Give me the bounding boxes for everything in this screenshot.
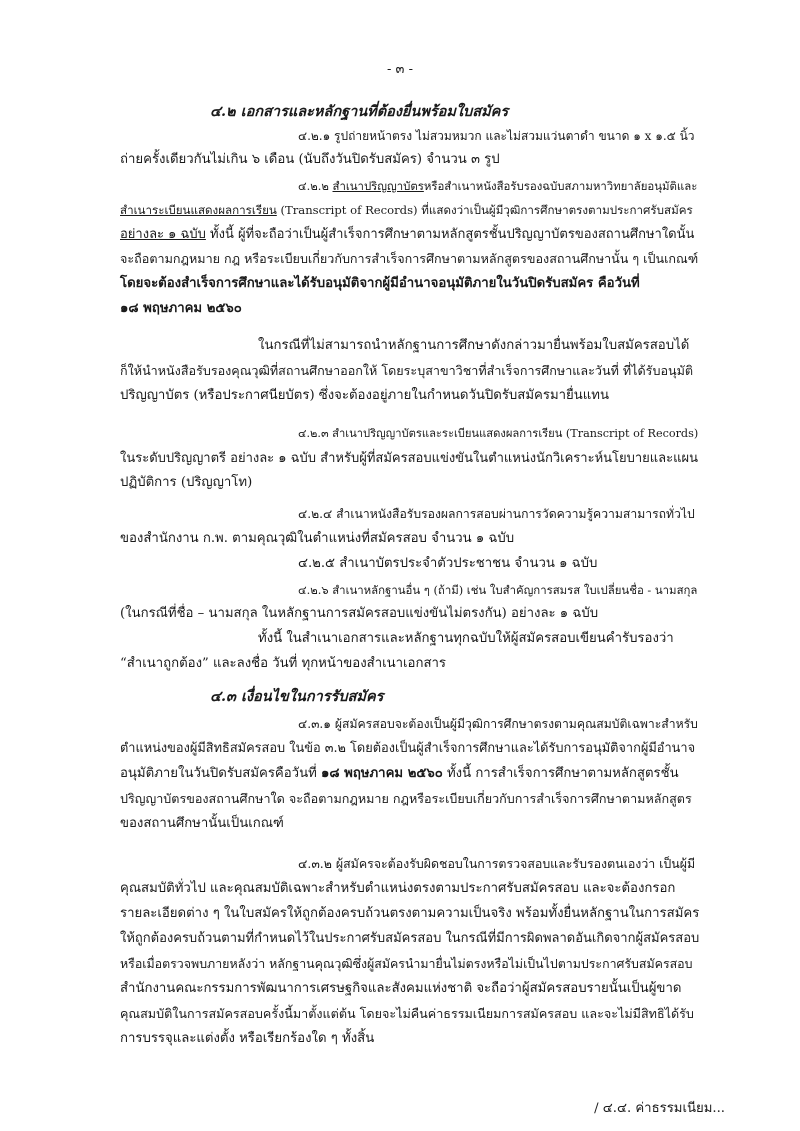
item-4-2-3-line1: ๔.๒.๓ สำเนาปริญญาบัตรและระเบียนแสดงผลการเรียน (Transcript of Records) <box>298 427 699 440</box>
item-4-2-2-line3: อย่างละ ๑ ฉบับ ทั้งนี้ ผู้ที่จะถือว่าเป็นผู้สำเร็จการศึกษาตามหลักสูตรชั้นปริญญาบัตรของสถานศึกษาใดนั้น <box>120 227 695 242</box>
item-4-3-2-line2: คุณสมบัติทั่วไป และคุณสมบัติเฉพาะสำหรับตำแหน่งตรงตามประกาศรับสมัครสอบ และจะต้องกรอก <box>120 881 676 896</box>
item-4-2-1-line2: ถ่ายครั้งเดียวกันไม่เกิน ๖ เดือน (นับถึงวันปิดรับสมัคร) จำนวน ๓ รูป <box>120 152 500 167</box>
item-4-3-1-line4: ปริญญาบัตรของสถานศึกษาใด จะถือตามกฎหมาย กฎหรือระเบียบเกี่ยวกับการสำเร็จการศึกษาตามหลักสูตร <box>120 791 692 806</box>
item-4-2-2-line5: โดยจะต้องสำเร็จการศึกษาและได้รับอนุมัติจากผู้มีอำนาจอนุมัติภายในวันปิดรับสมัคร คือวันที่ <box>120 276 640 291</box>
bold-closing-date: ๑๘ พฤษภาคม ๒๕๖๐ <box>320 766 443 781</box>
item-4-2-3-line2: ในระดับปริญญาตรี อย่างละ ๑ ฉบับ สำหรับผู้ที่สมัครสอบแข่งขันในตำแหน่งนักวิเคราะห์นโยบายและแผน <box>120 451 699 466</box>
item-4-2-1-line1: ๔.๒.๑ รูปถ่ายหน้าตรง ไม่สวมหมวก และไม่สวมแว่นตาดำ ขนาด ๑ x ๑.๕ นิ้ว <box>298 129 695 143</box>
item-4-2-6-line2: (ในกรณีที่ชื่อ – นามสกุล ในหลักฐานการสมัครสอบแข่งขันไม่ตรงกัน) อย่างละ ๑ ฉบับ <box>120 606 599 621</box>
para-alt-evidence-line3: ปริญญาบัตร (หรือประกาศนียบัตร) ซึ่งจะต้องอยู่ภายในกำหนดวันปิดรับสมัครมายื่นแทน <box>120 388 609 403</box>
item-4-2-2-line4: จะถือตามกฎหมาย กฎ หรือระเบียบเกี่ยวกับการสำเร็จการศึกษาตามหลักสูตรของสถานศึกษานั้น ๆ เป็นเกณฑ์ <box>120 251 699 266</box>
para-alt-evidence-line1: ในกรณีที่ไม่สามารถนำหลักฐานการศึกษาดังกล่าวมายื่นพร้อมใบสมัครสอบได้ <box>258 338 690 353</box>
page-number: - ๓ - <box>387 62 413 77</box>
item-4-2-5-line1: ๔.๒.๕ สำเนาบัตรประจำตัวประชาชน จำนวน ๑ ฉบับ <box>298 556 598 571</box>
item-4-2-4-line1: ๔.๒.๔ สำเนาหนังสือรับรองผลการสอบผ่านการวัดความรู้ความสามารถทั่วไป <box>298 507 695 521</box>
underlined-transcript-copy: สำเนาระเบียนแสดงผลการเรียน <box>120 203 277 217</box>
continued-footer: / ๔.๔. ค่าธรรมเนียม... <box>594 1101 725 1116</box>
item-4-2-2-line1: ๔.๒.๒ สำเนาปริญญาบัตรหรือสำเนาหนังสือรับรองฉบับสภามหาวิทยาลัยอนุมัติและ <box>298 179 698 193</box>
item-4-3-2-line8: การบรรจุและแต่งตั้ง หรือเรียกร้องใด ๆ ทั้งสิ้น <box>120 1031 375 1046</box>
item-4-3-1-line3: อนุมัติภายในวันปิดรับสมัครคือวันที่ ๑๘ พฤษภาคม ๒๕๖๐ ทั้งนี้ การสำเร็จการศึกษาตามหลักสูตรชั้น <box>120 766 679 781</box>
item-4-3-2-line7: คุณสมบัติในการสมัครสอบครั้งนี้มาตั้งแต่ต้น โดยจะไม่คืนค่าธรรมเนียมการสมัครสอบ และจะไม่มีสิทธิได้รับ <box>120 1006 694 1021</box>
item-4-3-1-line1: ๔.๓.๑ ผู้สมัครสอบจะต้องเป็นผู้มีวุฒิการศึกษาตรงตามคุณสมบัติเฉพาะสำหรับ <box>298 717 698 731</box>
para-certify-line1: ทั้งนี้ ในสำเนาเอกสารและหลักฐานทุกฉบับให้ผู้สมัครสอบเขียนคำรับรองว่า <box>258 631 674 646</box>
underlined-degree-copy: สำเนาปริญญาบัตร <box>332 179 424 193</box>
item-4-3-2-line6: สำนักงานคณะกรรมการพัฒนาการเศรษฐกิจและสังคมแห่งชาติ จะถือว่าผู้สมัครสอบรายนั้นเป็นผู้ขาด <box>120 981 682 996</box>
underlined-one-copy-each: อย่างละ ๑ ฉบับ <box>120 227 206 242</box>
item-4-3-2-line5: หรือเมื่อตรวจพบภายหลังว่า หลักฐานคุณวุฒิซึ่งผู้สมัครนำมายื่นไม่ตรงหรือไม่เป็นไปตามประกาศรับสมัครสอบ <box>120 956 693 971</box>
item-4-2-6-line1: ๔.๒.๖ สำเนาหลักฐานอื่น ๆ (ถ้ามี) เช่น ใบสำคัญการสมรส ใบเปลี่ยนชื่อ - นามสกุล <box>298 583 698 597</box>
item-4-3-1-line5: ของสถานศึกษานั้นเป็นเกณฑ์ <box>120 816 284 831</box>
item-4-3-2-line4: ให้ถูกต้องครบถ้วนตามที่กำหนดไว้ในประกาศรับสมัครสอบ ในกรณีที่มีการผิดพลาดอันเกิดจากผู้สมัครสอบ <box>120 931 700 946</box>
para-certify-line2: “สำเนาถูกต้อง” และลงชื่อ วันที่ ทุกหน้าของสำเนาเอกสาร <box>120 656 446 671</box>
item-4-2-3-line3: ปฏิบัติการ (ปริญญาโท) <box>120 475 253 490</box>
item-4-2-4-line2: ของสำนักงาน ก.พ. ตามคุณวุฒิในตำแหน่งที่สมัครสอบ จำนวน ๑ ฉบับ <box>120 531 515 546</box>
item-4-3-2-line1: ๔.๓.๒ ผู้สมัครจะต้องรับผิดชอบในการตรวจสอบและรับรองตนเองว่า เป็นผู้มี <box>298 856 696 871</box>
section-4-3-title: ๔.๓ เงื่อนไขในการรับสมัคร <box>210 688 384 705</box>
item-4-3-1-line2: ตำแหน่งของผู้มีสิทธิสมัครสอบ ในข้อ ๓.๒ โดยต้องเป็นผู้สำเร็จการศึกษาและได้รับการอนุมัติจากผู้มีอำนาจ <box>120 741 696 756</box>
para-alt-evidence-line2: ก็ให้นำหนังสือรับรองคุณวุฒิที่สถานศึกษาออกให้ โดยระบุสาขาวิชาที่สำเร็จการศึกษาและวันที่ ที่ได้รับอนุมัติ <box>120 363 694 378</box>
section-4-2-title: ๔.๒ เอกสารและหลักฐานที่ต้องยื่นพร้อมใบสมัคร <box>210 103 509 120</box>
item-4-2-2-line2: สำเนาระเบียนแสดงผลการเรียน (Transcript of Records) ที่แสดงว่าเป็นผู้มีวุฒิการศึกษาตรงตามประกาศรับสมัคร <box>120 203 693 217</box>
item-4-2-2-line6: ๑๘ พฤษภาคม ๒๕๖๐ <box>120 301 242 316</box>
item-4-3-2-line3: รายละเอียดต่าง ๆ ในใบสมัครให้ถูกต้องครบถ้วนตรงตามความเป็นจริง พร้อมทั้งยื่นหลักฐานในการสมัคร <box>120 906 700 921</box>
